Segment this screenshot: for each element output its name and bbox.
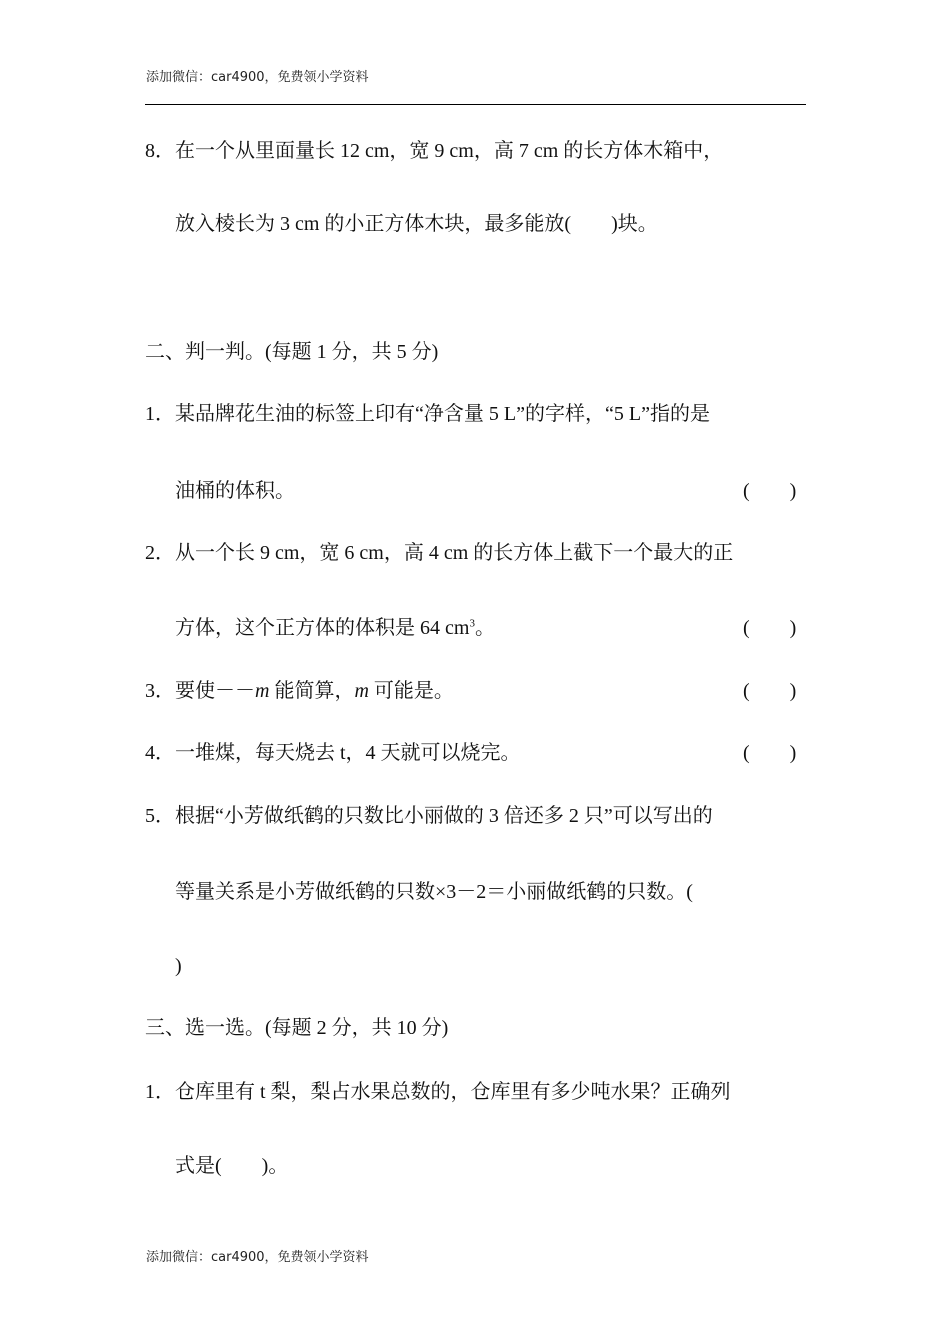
s2-q2-line1: 2．从一个长 9 cm，宽 6 cm，高 4 cm 的长方体上截下一个最大的正: [145, 542, 734, 564]
s2-q5-line2: 等量关系是小芳做纸鹤的只数×3－2＝小丽做纸鹤的只数。(: [175, 881, 693, 903]
section3-title: 三、选一选。(每题 2 分，共 10 分): [145, 1017, 449, 1039]
s2-q2-line2: [175, 618, 495, 638]
s2-q1-line1: 1．某品牌花生油的标签上印有“净含量 5 L”的字样，“5 L”指的是: [145, 403, 710, 425]
s2-q3: [145, 681, 454, 701]
s3-q1-line2: 式是( )。: [175, 1155, 289, 1177]
s2-q3-answer-paren: ( ): [743, 680, 797, 702]
s2-q3-var-m1: m: [255, 680, 270, 702]
s2-q4-answer-paren: ( ): [743, 742, 797, 764]
s2-q3-var-m2: m: [354, 680, 369, 702]
s2-q2-line2-text: 方体，这个正方体的体积是 64 cm: [175, 617, 470, 639]
s2-q1-line2: 油桶的体积。: [175, 480, 295, 502]
cube-superscript: 3: [469, 617, 475, 630]
s3-q1-line1: 1．仓库里有 t 梨，梨占水果总数的，仓库里有多少吨水果？正确列: [145, 1081, 731, 1103]
s2-q1-answer-paren: ( ): [743, 480, 797, 502]
s2-q5-line1: 5．根据“小芳做纸鹤的只数比小丽做的 3 倍还多 2 只”可以写出的: [145, 805, 713, 827]
header-divider: [145, 104, 806, 105]
q8-line2: 放入棱长为 3 cm 的小正方体木块，最多能放( )块。: [175, 213, 658, 235]
s2-q3-text-c: 可能是。: [368, 680, 454, 702]
page-header: 添加微信：car4900，免费领小学资料: [146, 70, 369, 85]
page-footer: 添加微信：car4900，免费领小学资料: [146, 1250, 369, 1265]
q8-line1: 8．在一个从里面量长 12 cm，宽 9 cm，高 7 cm 的长方体木箱中，: [145, 140, 724, 162]
section2-title: 二、判一判。(每题 1 分，共 5 分): [145, 341, 439, 363]
s2-q2-line2-end: 。: [474, 617, 495, 639]
s2-q3-text-a: 3．要使－－: [145, 680, 255, 702]
s2-q5-line3: ): [175, 955, 182, 977]
s2-q3-text-b: 能简算，: [269, 680, 355, 702]
s2-q2-answer-paren: ( ): [743, 617, 797, 639]
s2-q4: 4．一堆煤，每天烧去 t，4 天就可以烧完。: [145, 742, 521, 764]
